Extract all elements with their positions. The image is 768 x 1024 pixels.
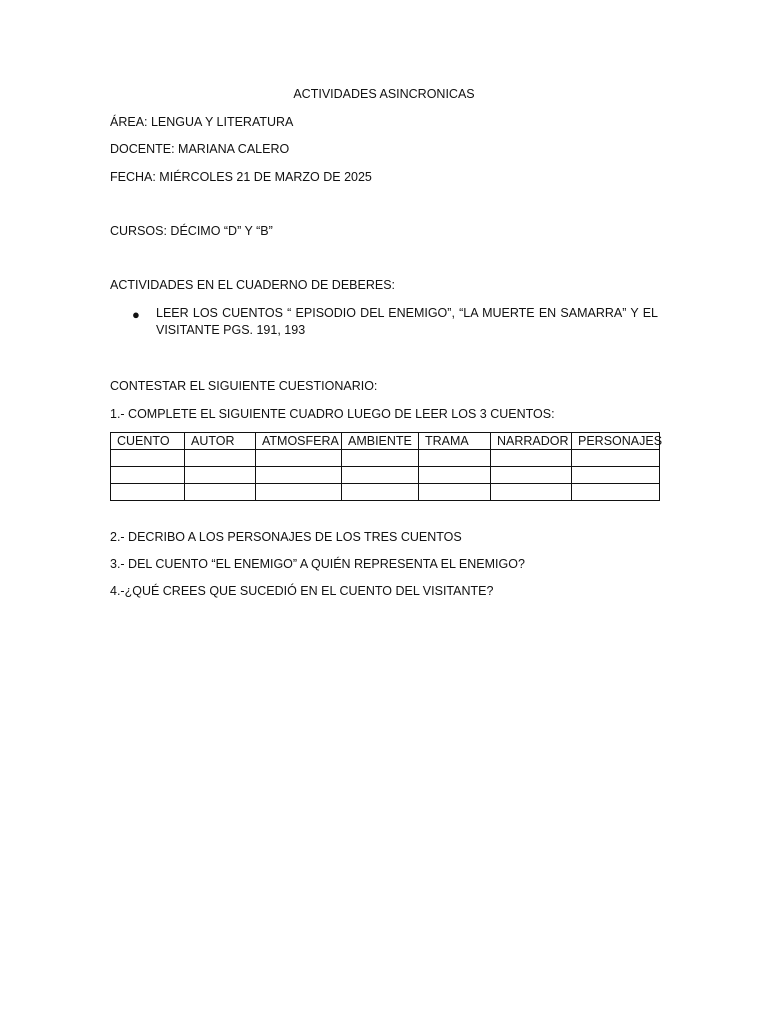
questionnaire-heading: CONTESTAR EL SIGUIENTE CUESTIONARIO: — [110, 379, 378, 393]
table-cell — [185, 450, 256, 467]
table-cell — [491, 450, 572, 467]
activities-heading: ACTIVIDADES EN EL CUADERNO DE DEBERES: — [110, 278, 396, 292]
table-cell — [342, 484, 419, 501]
table-row — [111, 484, 660, 501]
table-header-narrador: NARRADOR — [491, 433, 572, 450]
table-cell — [185, 484, 256, 501]
table-header-ambiente: AMBIENTE — [342, 433, 419, 450]
table-cell — [111, 484, 185, 501]
table-header-personajes: PERSONAJES — [572, 433, 660, 450]
table-cell — [111, 450, 185, 467]
table-header-row — [111, 433, 660, 450]
question-4: 4.-¿QUÉ CREES QUE SUCEDIÓ EN EL CUENTO DEL VISITANTE? — [110, 584, 494, 598]
area-line: ÁREA: LENGUA Y LITERATURA — [110, 115, 294, 129]
table-row — [111, 467, 660, 484]
table-header-trama: TRAMA — [419, 433, 491, 450]
document-title: ACTIVIDADES ASINCRONICAS — [293, 87, 475, 101]
table-cell — [419, 484, 491, 501]
table-cell — [491, 467, 572, 484]
table-cell — [572, 450, 660, 467]
cursos-line: CURSOS: DÉCIMO “D” Y “B” — [110, 224, 273, 238]
table-header-cuento: CUENTO — [111, 433, 185, 450]
bullet-text-line-2: VISITANTE PGS. 191, 193 — [156, 323, 306, 337]
table-cell — [185, 467, 256, 484]
table-cell — [256, 467, 342, 484]
table-header-atmosfera: ATMOSFERA — [256, 433, 342, 450]
table-cell — [419, 450, 491, 467]
stories-table — [110, 432, 663, 501]
table-cell — [342, 467, 419, 484]
table-cell — [111, 467, 185, 484]
bullet-dot-icon: ● — [132, 307, 140, 322]
table-cell — [572, 484, 660, 501]
table-cell — [256, 484, 342, 501]
table-cell — [419, 467, 491, 484]
question-3: 3.- DEL CUENTO “EL ENEMIGO” A QUIÉN REPRESENTA EL ENEMIGO? — [110, 557, 525, 571]
table-cell — [342, 450, 419, 467]
table-header-autor: AUTOR — [185, 433, 256, 450]
question-2: 2.- DECRIBO A LOS PERSONAJES DE LOS TRES CUENTOS — [110, 530, 462, 544]
bullet-text-line-1: LEER LOS CUENTOS “ EPISODIO DEL ENEMIGO”, “LA MUERTE EN SAMARRA” Y EL — [156, 306, 658, 320]
table-cell — [256, 450, 342, 467]
table-row — [111, 450, 660, 467]
bullet-text — [156, 305, 658, 339]
fecha-line: FECHA: MIÉRCOLES 21 DE MARZO DE 2025 — [110, 170, 372, 184]
question-1: 1.- COMPLETE EL SIGUIENTE CUADRO LUEGO DE LEER LOS 3 CUENTOS: — [110, 407, 555, 421]
table-cell — [491, 484, 572, 501]
table-cell — [572, 467, 660, 484]
docente-line: DOCENTE: MARIANA CALERO — [110, 142, 290, 156]
